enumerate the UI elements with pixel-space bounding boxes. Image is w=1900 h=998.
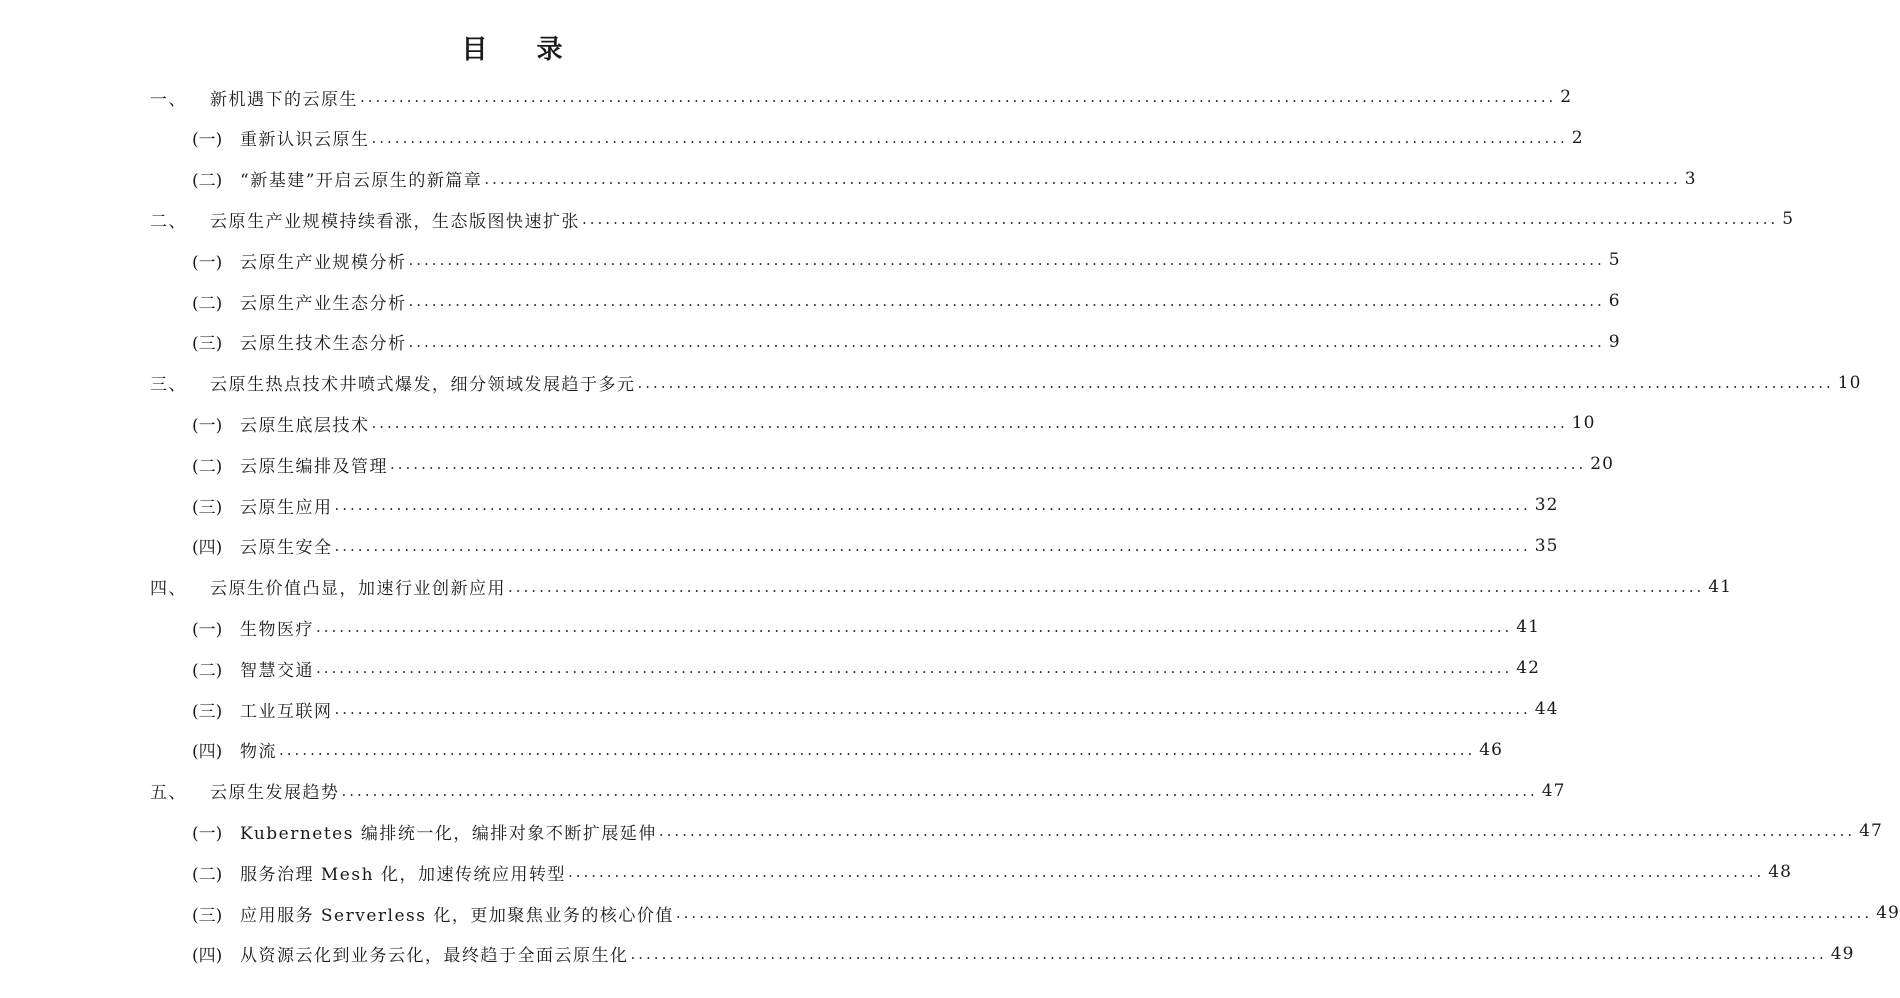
toc-section-entry[interactable] xyxy=(192,529,1559,563)
toc-dot-leader: .......................................................................................................................................................... xyxy=(658,822,1856,841)
toc-page-number: 2 xyxy=(1560,87,1573,107)
toc-dot-leader: .......................................................................................................................................................... xyxy=(316,659,1513,678)
toc-entry-title: 重新认识云原生 xyxy=(240,130,370,151)
toc-section-entry[interactable] xyxy=(192,162,1697,196)
toc-entry-number: (三) xyxy=(192,334,223,355)
toc-entry-number: (一) xyxy=(192,130,223,151)
toc-page-number: 10 xyxy=(1571,413,1596,434)
toc-dot-leader: .......................................................................................................................................................... xyxy=(630,944,1827,963)
toc-dot-leader: .......................................................................................................................................................... xyxy=(316,618,1513,637)
toc-entry-title: 云原生底层技术 xyxy=(240,415,370,436)
toc-page-number: 20 xyxy=(1590,454,1614,475)
toc-section-entry[interactable] xyxy=(192,855,1792,889)
toc-entry-title: 智慧交通 xyxy=(240,660,314,681)
toc-dot-leader: .......................................................................................................................................................... xyxy=(371,128,1568,147)
toc-section-entry[interactable] xyxy=(192,692,1559,726)
toc-dot-leader: .......................................................................................................................................................... xyxy=(341,781,1538,800)
toc-entry-title: 生物医疗 xyxy=(240,619,314,640)
toc-page-number: 46 xyxy=(1479,739,1503,760)
toc-section-entry[interactable] xyxy=(192,325,1621,359)
toc-page-number: 5 xyxy=(1782,209,1795,230)
toc-entry-title: “新基建”开启云原生的新篇章 xyxy=(240,171,483,192)
toc-entry-number: 一、 xyxy=(150,89,187,110)
toc-page-number: 5 xyxy=(1608,250,1621,271)
toc-entry-title: 云原生产业规模分析 xyxy=(240,252,407,273)
toc-page-number: 48 xyxy=(1768,862,1792,883)
toc-entry-number: (四) xyxy=(192,742,223,763)
toc-dot-leader: .......................................................................................................................................................... xyxy=(334,700,1531,718)
toc-entry-number: (一) xyxy=(192,619,223,640)
toc-entry-number: 二、 xyxy=(150,211,187,232)
toc-page-number: 10 xyxy=(1837,372,1862,393)
toc-entry-title: 云原生编排及管理 xyxy=(240,456,388,477)
toc-entry-title: 工业互联网 xyxy=(240,701,333,722)
toc-dot-leader: .......................................................................................................................................................... xyxy=(334,536,1531,555)
toc-entry-title: 云原生价值凸显，加速行业创新应用 xyxy=(210,579,506,600)
toc-page-number: 3 xyxy=(1684,168,1697,189)
toc-entry-title: 云原生安全 xyxy=(240,538,333,559)
toc-section-entry[interactable] xyxy=(192,121,1584,155)
toc-page-number: 44 xyxy=(1534,699,1559,719)
toc-entry-title: 云原生产业生态分析 xyxy=(240,293,407,314)
toc-entry-number: (三) xyxy=(192,497,223,518)
toc-entry-title: 云原生热点技术井喷式爆发，细分领域发展趋于多元 xyxy=(210,375,636,396)
toc-entry-number: (四) xyxy=(192,946,223,967)
toc-page-number: 47 xyxy=(1859,821,1883,842)
toc-entry-number: (一) xyxy=(192,252,223,273)
toc-chapter-entry[interactable] xyxy=(150,366,1862,400)
toc-dot-leader: .......................................................................................................................................................... xyxy=(508,577,1705,596)
toc-dot-leader: .......................................................................................................................................................... xyxy=(279,740,1476,759)
toc-entry-title: 新机遇下的云原生 xyxy=(210,89,358,110)
toc-section-entry[interactable] xyxy=(192,651,1540,685)
toc-entry-number: (三) xyxy=(192,905,223,926)
toc-entry-title: 云原生技术生态分析 xyxy=(240,334,407,355)
toc-page-number: 6 xyxy=(1608,291,1621,311)
toc-section-entry[interactable] xyxy=(192,896,1900,930)
toc-page-number: 41 xyxy=(1708,576,1732,597)
toc-dot-leader: .......................................................................................................................................................... xyxy=(408,332,1605,351)
toc-entry-number: 三、 xyxy=(150,375,187,396)
toc-dot-leader: .......................................................................................................................................................... xyxy=(360,88,1557,106)
toc-page-number: 32 xyxy=(1534,495,1559,515)
toc-entry-title: 物流 xyxy=(240,742,277,763)
toc-entry-number: (一) xyxy=(192,415,223,436)
toc-entry-number: (二) xyxy=(192,456,223,477)
page-title: 目 录 xyxy=(461,35,583,65)
toc-section-entry[interactable] xyxy=(192,406,1596,440)
toc-chapter-entry[interactable] xyxy=(150,774,1566,808)
toc-chapter-entry[interactable] xyxy=(150,570,1732,604)
toc-entry-number: 五、 xyxy=(150,783,187,804)
toc-dot-leader: .......................................................................................................................................................... xyxy=(675,904,1873,922)
toc-entry-number: (一) xyxy=(192,823,223,844)
toc-dot-leader: .......................................................................................................................................................... xyxy=(637,373,1834,392)
toc-section-entry[interactable] xyxy=(192,488,1559,522)
toc-dot-leader: .......................................................................................................................................................... xyxy=(371,414,1568,433)
toc-entry-number: (二) xyxy=(192,171,223,192)
toc-dot-leader: .......................................................................................................................................................... xyxy=(408,292,1605,310)
toc-entry-number: (二) xyxy=(192,293,223,314)
toc-page-number: 2 xyxy=(1571,127,1584,148)
toc-entry-title: 应用服务 Serverless 化，更加聚焦业务的核心价值 xyxy=(240,905,674,926)
toc-entry-title: Kubernetes 编排统一化，编排对象不断扩展延伸 xyxy=(240,823,657,844)
toc-entry-number: 四、 xyxy=(150,579,187,600)
toc-dot-leader: .......................................................................................................................................................... xyxy=(334,496,1531,514)
toc-entry-number: (二) xyxy=(192,864,223,885)
toc-page-number: 47 xyxy=(1541,780,1566,801)
toc-dot-leader: .......................................................................................................................................................... xyxy=(390,455,1587,474)
toc-entry-number: (二) xyxy=(192,660,223,681)
toc-chapter-entry[interactable] xyxy=(150,80,1573,114)
toc-dot-leader: .......................................................................................................................................................... xyxy=(567,863,1765,882)
toc-section-entry[interactable] xyxy=(192,243,1621,277)
toc-page-number: 41 xyxy=(1516,617,1540,638)
toc-section-entry[interactable] xyxy=(192,733,1503,767)
toc-chapter-entry[interactable] xyxy=(150,202,1795,236)
toc-dot-leader: .......................................................................................................................................................... xyxy=(408,251,1605,270)
toc-entry-title: 云原生产业规模持续看涨，生态版图快速扩张 xyxy=(210,211,580,232)
toc-page-number: 35 xyxy=(1534,535,1559,556)
toc-page-number: 49 xyxy=(1876,903,1900,923)
toc-dot-leader: .......................................................................................................................................................... xyxy=(484,169,1681,188)
toc-entry-number: (四) xyxy=(192,538,223,559)
toc-entry-title: 从资源云化到业务云化，最终趋于全面云原生化 xyxy=(240,946,629,967)
toc-section-entry[interactable] xyxy=(192,814,1883,848)
toc-entry-title: 服务治理 Mesh 化，加速传统应用转型 xyxy=(240,864,566,885)
toc-entry-title: 云原生应用 xyxy=(240,497,333,518)
toc-section-entry[interactable] xyxy=(192,284,1621,318)
toc-section-entry[interactable] xyxy=(192,447,1614,481)
toc-section-entry[interactable] xyxy=(192,937,1855,971)
toc-page-number: 9 xyxy=(1608,331,1621,352)
toc-page-number: 42 xyxy=(1516,658,1540,679)
toc-entry-number: (三) xyxy=(192,701,223,722)
toc-page-number: 49 xyxy=(1830,943,1855,964)
toc-entry-title: 云原生发展趋势 xyxy=(210,783,340,804)
toc-dot-leader: .......................................................................................................................................................... xyxy=(582,210,1779,229)
toc-section-entry[interactable] xyxy=(192,610,1540,644)
